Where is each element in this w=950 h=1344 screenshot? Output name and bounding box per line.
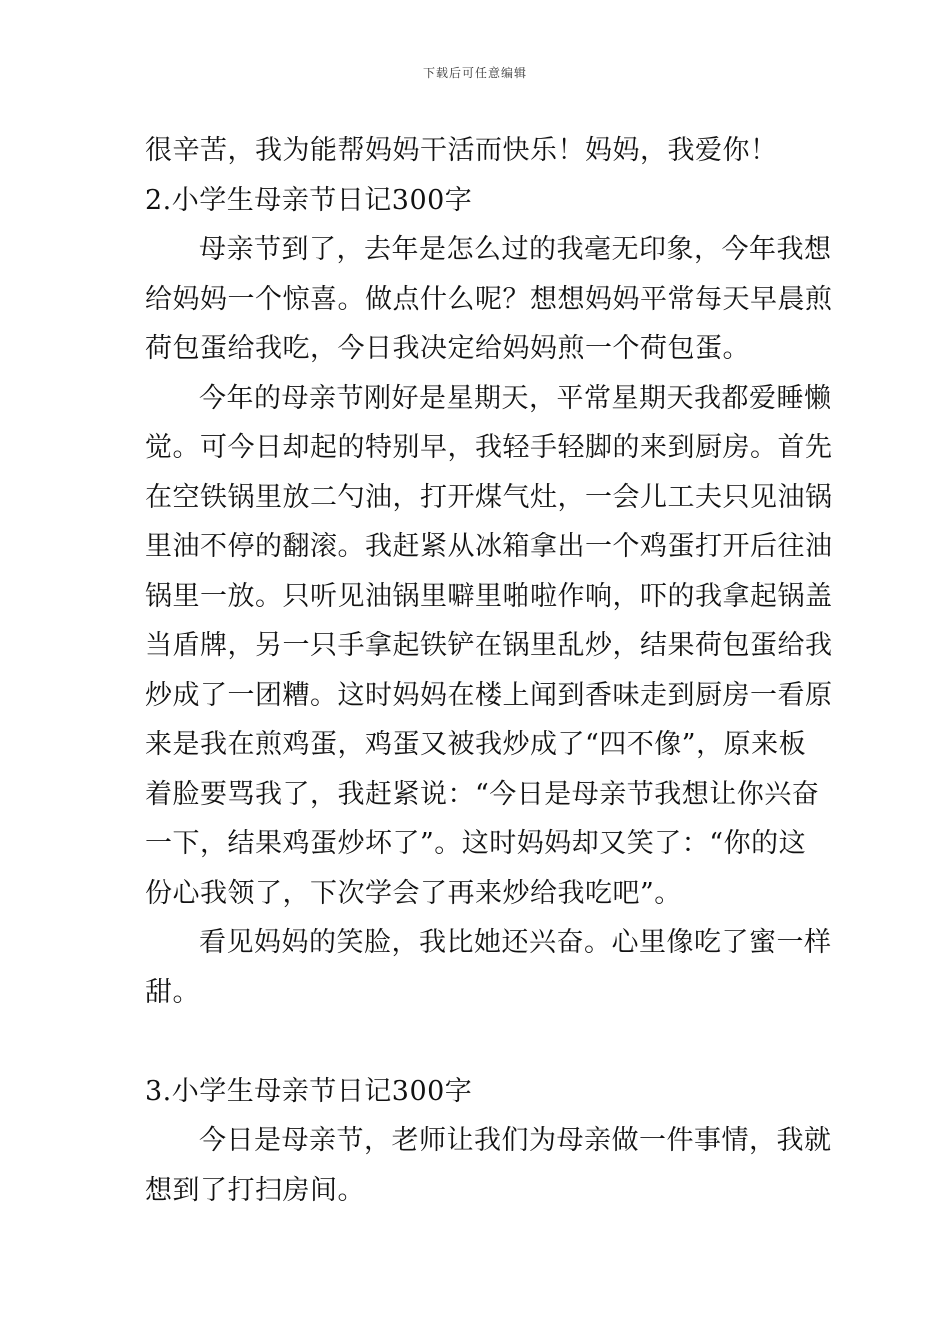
text-line: 觉。可今日却起的特别早，我轻手轻脚的来到厨房。首先 [145,432,833,463]
text-line: 看见妈妈的笑脸，我比她还兴奋。心里像吃了蜜一样 [199,927,832,958]
section-heading-3: 3.小学生母亲节日记300字 [145,1075,473,1107]
text-line: 当盾牌，另一只手拿起铁铲在锅里乱炒，结果荷包蛋给我 [145,630,833,661]
text-line: 今日是母亲节，老师让我们为母亲做一件事情，我就 [199,1125,832,1156]
paragraph-3 [145,918,832,1017]
text-line: 母亲节到了，去年是怎么过的我毫无印象，今年我想 [199,234,832,265]
paragraph-1 [145,225,833,374]
text-line: 荷包蛋给我吃，今日我决定给妈妈煎一个荷包蛋。 [145,333,750,364]
text-line: 着脸要骂我了，我赶紧说：“今日是母亲节我想让你兴奋 [145,778,820,810]
text-line: 今年的母亲节刚好是星期天，平常星期天我都爱睡懒 [199,382,832,414]
paragraph-2 [145,374,833,919]
text-line: 锅里一放。只听见油锅里噼里啪啦作响，吓的我拿起锅盖 [145,580,833,612]
section-heading-2: 2.小学生母亲节日记300字 [145,184,473,216]
blank-line [145,1017,809,1067]
page-header: 下载后可任意编辑 [422,66,527,80]
text-line: 很辛苦，我为能帮妈妈干活而快乐！妈妈，我爱你！ [145,135,778,166]
text-line: 来是我在煎鸡蛋，鸡蛋又被我炒成了“四不像”，原来板 [145,729,807,760]
text-line: 里油不停的翻滚。我赶紧从冰箱拿出一个鸡蛋打开后往油 [145,531,833,562]
text-line: 在空铁锅里放二勺油，打开煤气灶，一会儿工夫只见油锅 [145,481,833,513]
text-line: 想到了打扫房间。 [145,1174,365,1206]
text-line: 给妈妈一个惊喜。做点什么呢？想想妈妈平常每天早晨煎 [145,283,833,315]
text-line: 甜。 [145,976,200,1008]
paragraph-4 [145,1116,832,1215]
text-line: 一下，结果鸡蛋炒坏了”。这时妈妈却又笑了：“你的这 [145,828,807,859]
text-line: 炒成了一团糟。这时妈妈在楼上闻到香味走到厨房一看原 [145,679,833,711]
document-body [145,126,833,1215]
text-line: 份心我领了，下次学会了再来炒给我吃吧”。 [145,877,682,909]
